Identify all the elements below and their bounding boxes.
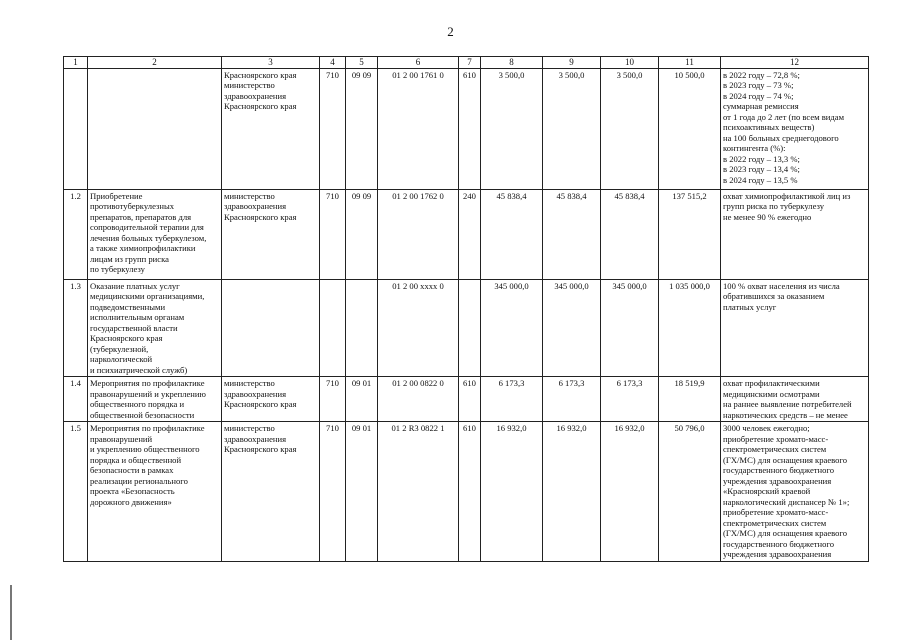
agency-line: министерство [224,378,275,389]
cell-total: 137 515,2 [659,189,721,279]
cell-agency [222,189,320,279]
result-line: не менее 90 % ежегодно [723,211,812,222]
result-line: наркологический диспансер № 1»; [723,496,850,507]
result-line: медицинскими осмотрами [723,388,820,399]
name-line: препаратов, препаратов для [90,211,192,222]
cell-y1: 6 173,3 [481,377,543,422]
result-line: на раннее выявление потребителей [723,399,852,410]
cell-name [88,279,222,376]
result-line: в 2024 году – 74 %; [723,90,794,101]
result-line: в 2022 году – 13,3 %; [723,153,800,164]
table-row [64,377,869,422]
col-header: 2 [88,57,222,69]
result-line: приобретение хромато-масс- [723,507,829,518]
cell-num: 1.2 [64,189,88,279]
name-line: Красноярского края [90,333,163,344]
result-line: обратившихся за оказанием [723,291,825,302]
cell-total: 10 500,0 [659,68,721,189]
col-header: 7 [459,57,481,69]
cell-y1: 345 000,0 [481,279,543,376]
cell-result [721,377,869,422]
cell-name [88,68,222,189]
result-line: на 100 больных среднегодового [723,132,839,143]
result-line: суммарная ремиссия [723,101,799,112]
cell-agency [222,422,320,562]
cell-grbs: 710 [320,422,346,562]
name-line: Приобретение [90,190,143,201]
result-line: спектрометрических систем [723,517,827,528]
cell-y2: 6 173,3 [543,377,601,422]
table-row [64,279,869,376]
name-line: государственной власти [90,322,178,333]
cell-vr: 240 [459,189,481,279]
name-line: и укреплению общественного [90,444,200,455]
result-line: приобретение хромато-масс- [723,433,829,444]
result-line: психоактивных веществ) [723,122,815,133]
cell-vr [459,279,481,376]
result-line: охват химиопрофилактикой лиц из [723,190,851,201]
cell-name [88,422,222,562]
cell-vr: 610 [459,377,481,422]
result-line: в 2023 году – 73 %; [723,80,794,91]
cell-grbs: 710 [320,189,346,279]
table-row [64,68,869,189]
cell-agency [222,279,320,376]
cell-rzpr [346,279,378,376]
cell-y2: 345 000,0 [543,279,601,376]
agency-line: Красноярского края [224,211,297,222]
cell-csr: 01 2 00 хххх 0 [378,279,459,376]
cell-csr: 01 2 R3 0822 1 [378,422,459,562]
cell-rzpr: 09 09 [346,68,378,189]
cell-rzpr: 09 09 [346,189,378,279]
agency-line: министерство [224,190,275,201]
cell-grbs: 710 [320,377,346,422]
name-line: наркологической [90,354,153,365]
result-line: спектрометрических систем [723,444,827,455]
agency-line: Красноярского края [224,69,297,80]
program-table [63,56,869,562]
result-line: в 2022 году – 72,8 %; [723,69,800,80]
table-row [64,189,869,279]
cell-total: 18 519,9 [659,377,721,422]
name-line: лицам из групп риска [90,253,169,264]
name-line: (туберкулезной, [90,343,149,354]
col-header: 6 [378,57,459,69]
cell-y1: 16 932,0 [481,422,543,562]
cell-rzpr: 09 01 [346,377,378,422]
cell-agency [222,377,320,422]
result-line: в 2024 году – 13,5 % [723,174,798,185]
agency-line: министерство [224,80,275,91]
name-line: дорожного движения» [90,496,172,507]
cell-csr: 01 2 00 1762 0 [378,189,459,279]
name-line: исполнительным органам [90,312,185,323]
col-header: 3 [222,57,320,69]
cell-rzpr: 09 01 [346,422,378,562]
result-line: охват профилактическими [723,378,820,389]
result-line: наркотических средств – не менее [723,409,848,420]
cell-name [88,377,222,422]
name-line: проекта «Безопасность [90,486,175,497]
result-line: 100 % охват населения из числа [723,280,840,291]
cell-y3: 16 932,0 [601,422,659,562]
cell-total: 50 796,0 [659,422,721,562]
agency-line: здравоохранения [224,433,287,444]
col-header: 11 [659,57,721,69]
name-line: сопроводительной терапии для [90,222,204,233]
cell-num [64,68,88,189]
result-line: платных услуг [723,301,777,312]
cell-vr: 610 [459,68,481,189]
result-line: «Красноярский краевой [723,486,811,497]
name-line: реализации регионального [90,475,188,486]
result-line: контингента (%): [723,143,786,154]
result-line: (ГХ/МС) для оснащения краевого [723,528,848,539]
result-line: в 2023 году – 13,4 %; [723,164,800,175]
cell-vr: 610 [459,422,481,562]
cell-result [721,68,869,189]
agency-line: Красноярского края [224,444,297,455]
name-line: лечения больных туберкулезом, [90,232,207,243]
col-header: 1 [64,57,88,69]
col-header: 10 [601,57,659,69]
col-header: 12 [721,57,869,69]
col-header: 9 [543,57,601,69]
name-line: порядка и общественной [90,454,182,465]
name-line: подведомственными [90,301,166,312]
agency-line: здравоохранения [224,90,287,101]
cell-num: 1.5 [64,422,88,562]
cell-y3: 6 173,3 [601,377,659,422]
page-number: 2 [447,24,454,39]
cell-y3: 345 000,0 [601,279,659,376]
result-line: учреждения здравоохранения [723,549,832,560]
cell-num: 1.3 [64,279,88,376]
cell-grbs [320,279,346,376]
margin-line [10,585,12,640]
col-header: 4 [320,57,346,69]
name-line: общественной безопасности [90,409,195,420]
cell-y2: 3 500,0 [543,68,601,189]
result-line: государственного бюджетного [723,538,835,549]
result-line: государственного бюджетного [723,465,835,476]
cell-y2: 45 838,4 [543,189,601,279]
name-line: по туберкулезу [90,264,145,275]
name-line: Оказание платных услуг [90,280,180,291]
cell-result [721,422,869,562]
agency-line: здравоохранения [224,388,287,399]
cell-num: 1.4 [64,377,88,422]
name-line: а также химиопрофилактики [90,243,196,254]
table-row [64,422,869,562]
result-line: (ГХ/МС) для оснащения краевого [723,454,848,465]
agency-line: Красноярского края [224,399,297,410]
cell-agency [222,68,320,189]
name-line: и психиатрической служб) [90,364,188,375]
cell-total: 1 035 000,0 [659,279,721,376]
agency-line: здравоохранения [224,201,287,212]
cell-y3: 45 838,4 [601,189,659,279]
name-line: Мероприятия по профилактике [90,378,205,389]
cell-y1: 3 500,0 [481,68,543,189]
name-line: безопасности в рамках [90,465,174,476]
result-line: учреждения здравоохранения [723,475,832,486]
header-row [64,57,869,69]
cell-csr: 01 2 00 1761 0 [378,68,459,189]
name-line: противотуберкулезных [90,201,175,212]
name-line: правонарушений и укреплению [90,388,206,399]
cell-result [721,279,869,376]
name-line: общественного порядка и [90,399,185,410]
cell-y3: 3 500,0 [601,68,659,189]
agency-line: министерство [224,423,275,434]
name-line: медицинскими организациями, [90,291,205,302]
cell-csr: 01 2 00 0822 0 [378,377,459,422]
name-line: правонарушений [90,433,153,444]
result-line: от 1 года до 2 лет (по всем видам [723,111,845,122]
cell-y2: 16 932,0 [543,422,601,562]
result-line: 3000 человек ежегодно; [723,423,810,434]
cell-name [88,189,222,279]
col-header: 8 [481,57,543,69]
cell-y1: 45 838,4 [481,189,543,279]
agency-line: Красноярского края [224,101,297,112]
result-line: групп риска по туберкулезу [723,201,825,212]
col-header: 5 [346,57,378,69]
cell-grbs: 710 [320,68,346,189]
name-line: Мероприятия по профилактике [90,423,205,434]
cell-result [721,189,869,279]
